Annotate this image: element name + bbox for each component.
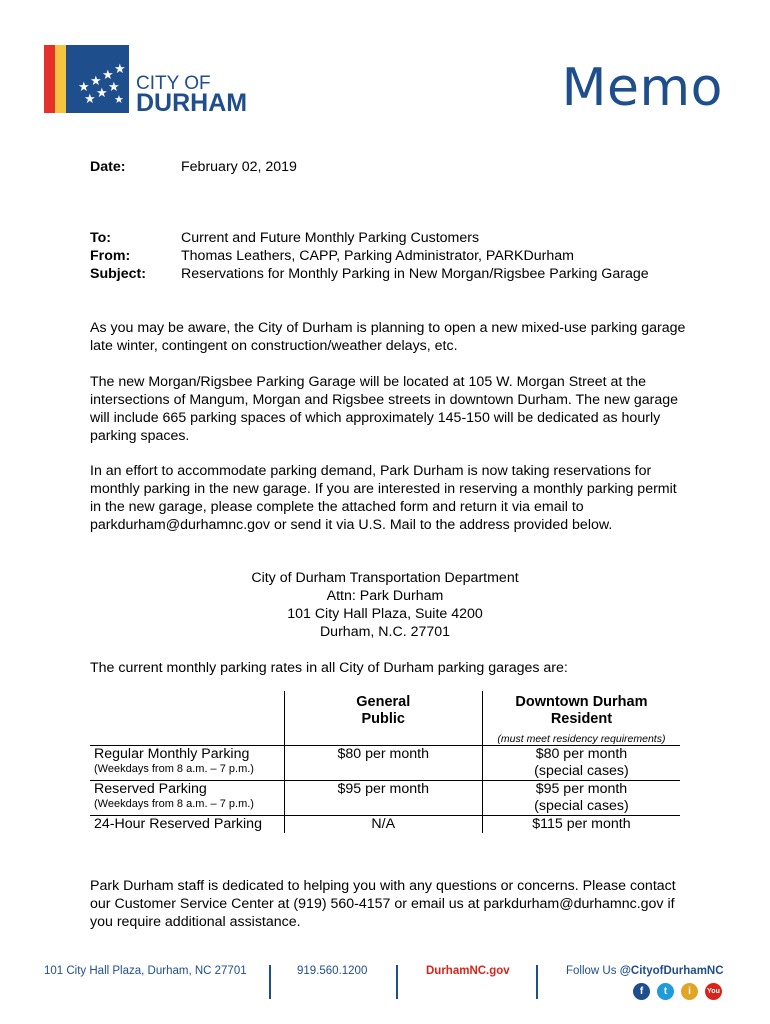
footer-follow xyxy=(566,965,724,977)
footer-address: 101 City Hall Plaza, Durham, NC 27701 xyxy=(44,965,247,977)
rate-type: Reserved Parking xyxy=(94,781,207,797)
resident-rate: $115 per month xyxy=(532,816,631,832)
rate-type-cell xyxy=(90,746,284,781)
to-label: To: xyxy=(90,230,112,246)
from-value: Thomas Leathers, CAPP, Parking Administrator, PARKDurham xyxy=(181,248,574,264)
footer-website-link[interactable]: DurhamNC.gov xyxy=(426,965,510,977)
twitter-icon[interactable]: t xyxy=(657,983,674,1000)
svg-text:★: ★ xyxy=(114,62,126,77)
from-label: From: xyxy=(90,248,131,264)
facebook-icon[interactable]: f xyxy=(633,983,650,1000)
footer-divider xyxy=(269,965,271,999)
general-rate-cell: $80 per month xyxy=(284,746,482,781)
svg-text:★: ★ xyxy=(96,86,108,101)
resident-rate: $80 per month xyxy=(535,746,628,762)
paragraph-reservations: In an effort to accommodate parking demand, Park Durham is now taking reservations for monthly parking in the new garage. If you are interested in reserving a monthly parking permit in the new garage, please complete the attached form and return it via email to parkdurham@durhamnc.gov or send it via U.S. Mail to the address provided below. xyxy=(90,463,677,533)
table-row xyxy=(90,781,680,816)
svg-text:★: ★ xyxy=(90,74,102,89)
general-rate-cell: N/A xyxy=(284,816,482,834)
memo-title: Memo xyxy=(561,58,723,118)
resident-rate: $95 per month xyxy=(535,781,628,797)
svg-text:★: ★ xyxy=(78,80,90,95)
footer-phone[interactable]: 919.560.1200 xyxy=(297,965,368,977)
mailing-address xyxy=(90,569,680,641)
table-header-row xyxy=(90,691,680,746)
table-row xyxy=(90,746,680,781)
paragraph-rates-intro: The current monthly parking rates in all City of Durham parking garages are: xyxy=(90,660,568,676)
rate-type-cell xyxy=(90,816,284,834)
rate-type-note: (Weekdays from 8 a.m. – 7 p.m.) xyxy=(94,763,254,775)
header-downtown-resident xyxy=(482,691,680,746)
address-line: City of Durham Transportation Department xyxy=(251,570,519,586)
paragraph-closing: Park Durham staff is dedicated to helping you with any questions or concerns. Please contact our Customer Service Center at (919) 560-4157 or email us at parkdurham@durhamnc.gov if you require additional assistance. xyxy=(90,878,676,930)
resident-rate-cell xyxy=(482,816,680,834)
footer xyxy=(0,965,770,1005)
logo-line2: DURHAM xyxy=(136,89,248,113)
rate-type-cell xyxy=(90,781,284,816)
subject-value: Reservations for Monthly Parking in New Morgan/Rigsbee Parking Garage xyxy=(181,266,649,282)
svg-text:★: ★ xyxy=(108,80,120,95)
paragraph-intro: As you may be aware, the City of Durham is planning to open a new mixed-use parking garage late winter, contingent on construction/weather delays, etc. xyxy=(90,320,686,354)
resident-rate-cell xyxy=(482,746,680,781)
logo-line1: CITY OF xyxy=(136,73,211,94)
rate-type: 24-Hour Reserved Parking xyxy=(94,816,262,832)
instagram-icon[interactable]: i xyxy=(681,983,698,1000)
table-row xyxy=(90,816,680,834)
follow-prefix: Follow Us xyxy=(566,965,620,977)
svg-text:★: ★ xyxy=(114,93,124,106)
city-of-durham-logo xyxy=(44,45,260,113)
youtube-icon[interactable]: You xyxy=(705,983,722,1000)
date-value: February 02, 2019 xyxy=(181,159,297,175)
svg-text:★: ★ xyxy=(102,68,114,83)
resident-note: (must meet residency requirements) xyxy=(497,733,666,745)
resident-rate-cell xyxy=(482,781,680,816)
parking-rates-table xyxy=(90,691,680,833)
subject-label: Subject: xyxy=(90,266,146,282)
follow-handle[interactable]: @CityofDurhamNC xyxy=(619,965,724,977)
date-label: Date: xyxy=(90,159,126,175)
svg-text:★: ★ xyxy=(84,92,96,107)
header-empty-cell xyxy=(90,691,284,746)
rate-type: Regular Monthly Parking xyxy=(94,746,250,762)
general-public-heading: General Public xyxy=(356,694,411,727)
paragraph-location: The new Morgan/Rigsbee Parking Garage will be located at 105 W. Morgan Street at the intersections of Mangum, Morgan and Rigsbee streets in downtown Durham. The new garage will include 665 parking spaces of which approximately 145-150 will be dedicated as hourly parking spaces. xyxy=(90,374,679,444)
resident-rate-note: (special cases) xyxy=(534,798,629,814)
to-value: Current and Future Monthly Parking Customers xyxy=(181,230,480,246)
address-line: Attn: Park Durham xyxy=(326,588,444,604)
address-line: Durham, N.C. 27701 xyxy=(319,624,451,640)
resident-rate-note: (special cases) xyxy=(534,763,629,779)
footer-divider xyxy=(536,965,538,999)
general-rate-cell: $95 per month xyxy=(284,781,482,816)
footer-divider xyxy=(396,965,398,999)
header-general-public xyxy=(284,691,482,746)
resident-heading: Downtown Durham Resident xyxy=(515,694,648,727)
rate-type-note: (Weekdays from 8 a.m. – 7 p.m.) xyxy=(94,798,254,810)
address-line: 101 City Hall Plaza, Suite 4200 xyxy=(287,606,483,622)
